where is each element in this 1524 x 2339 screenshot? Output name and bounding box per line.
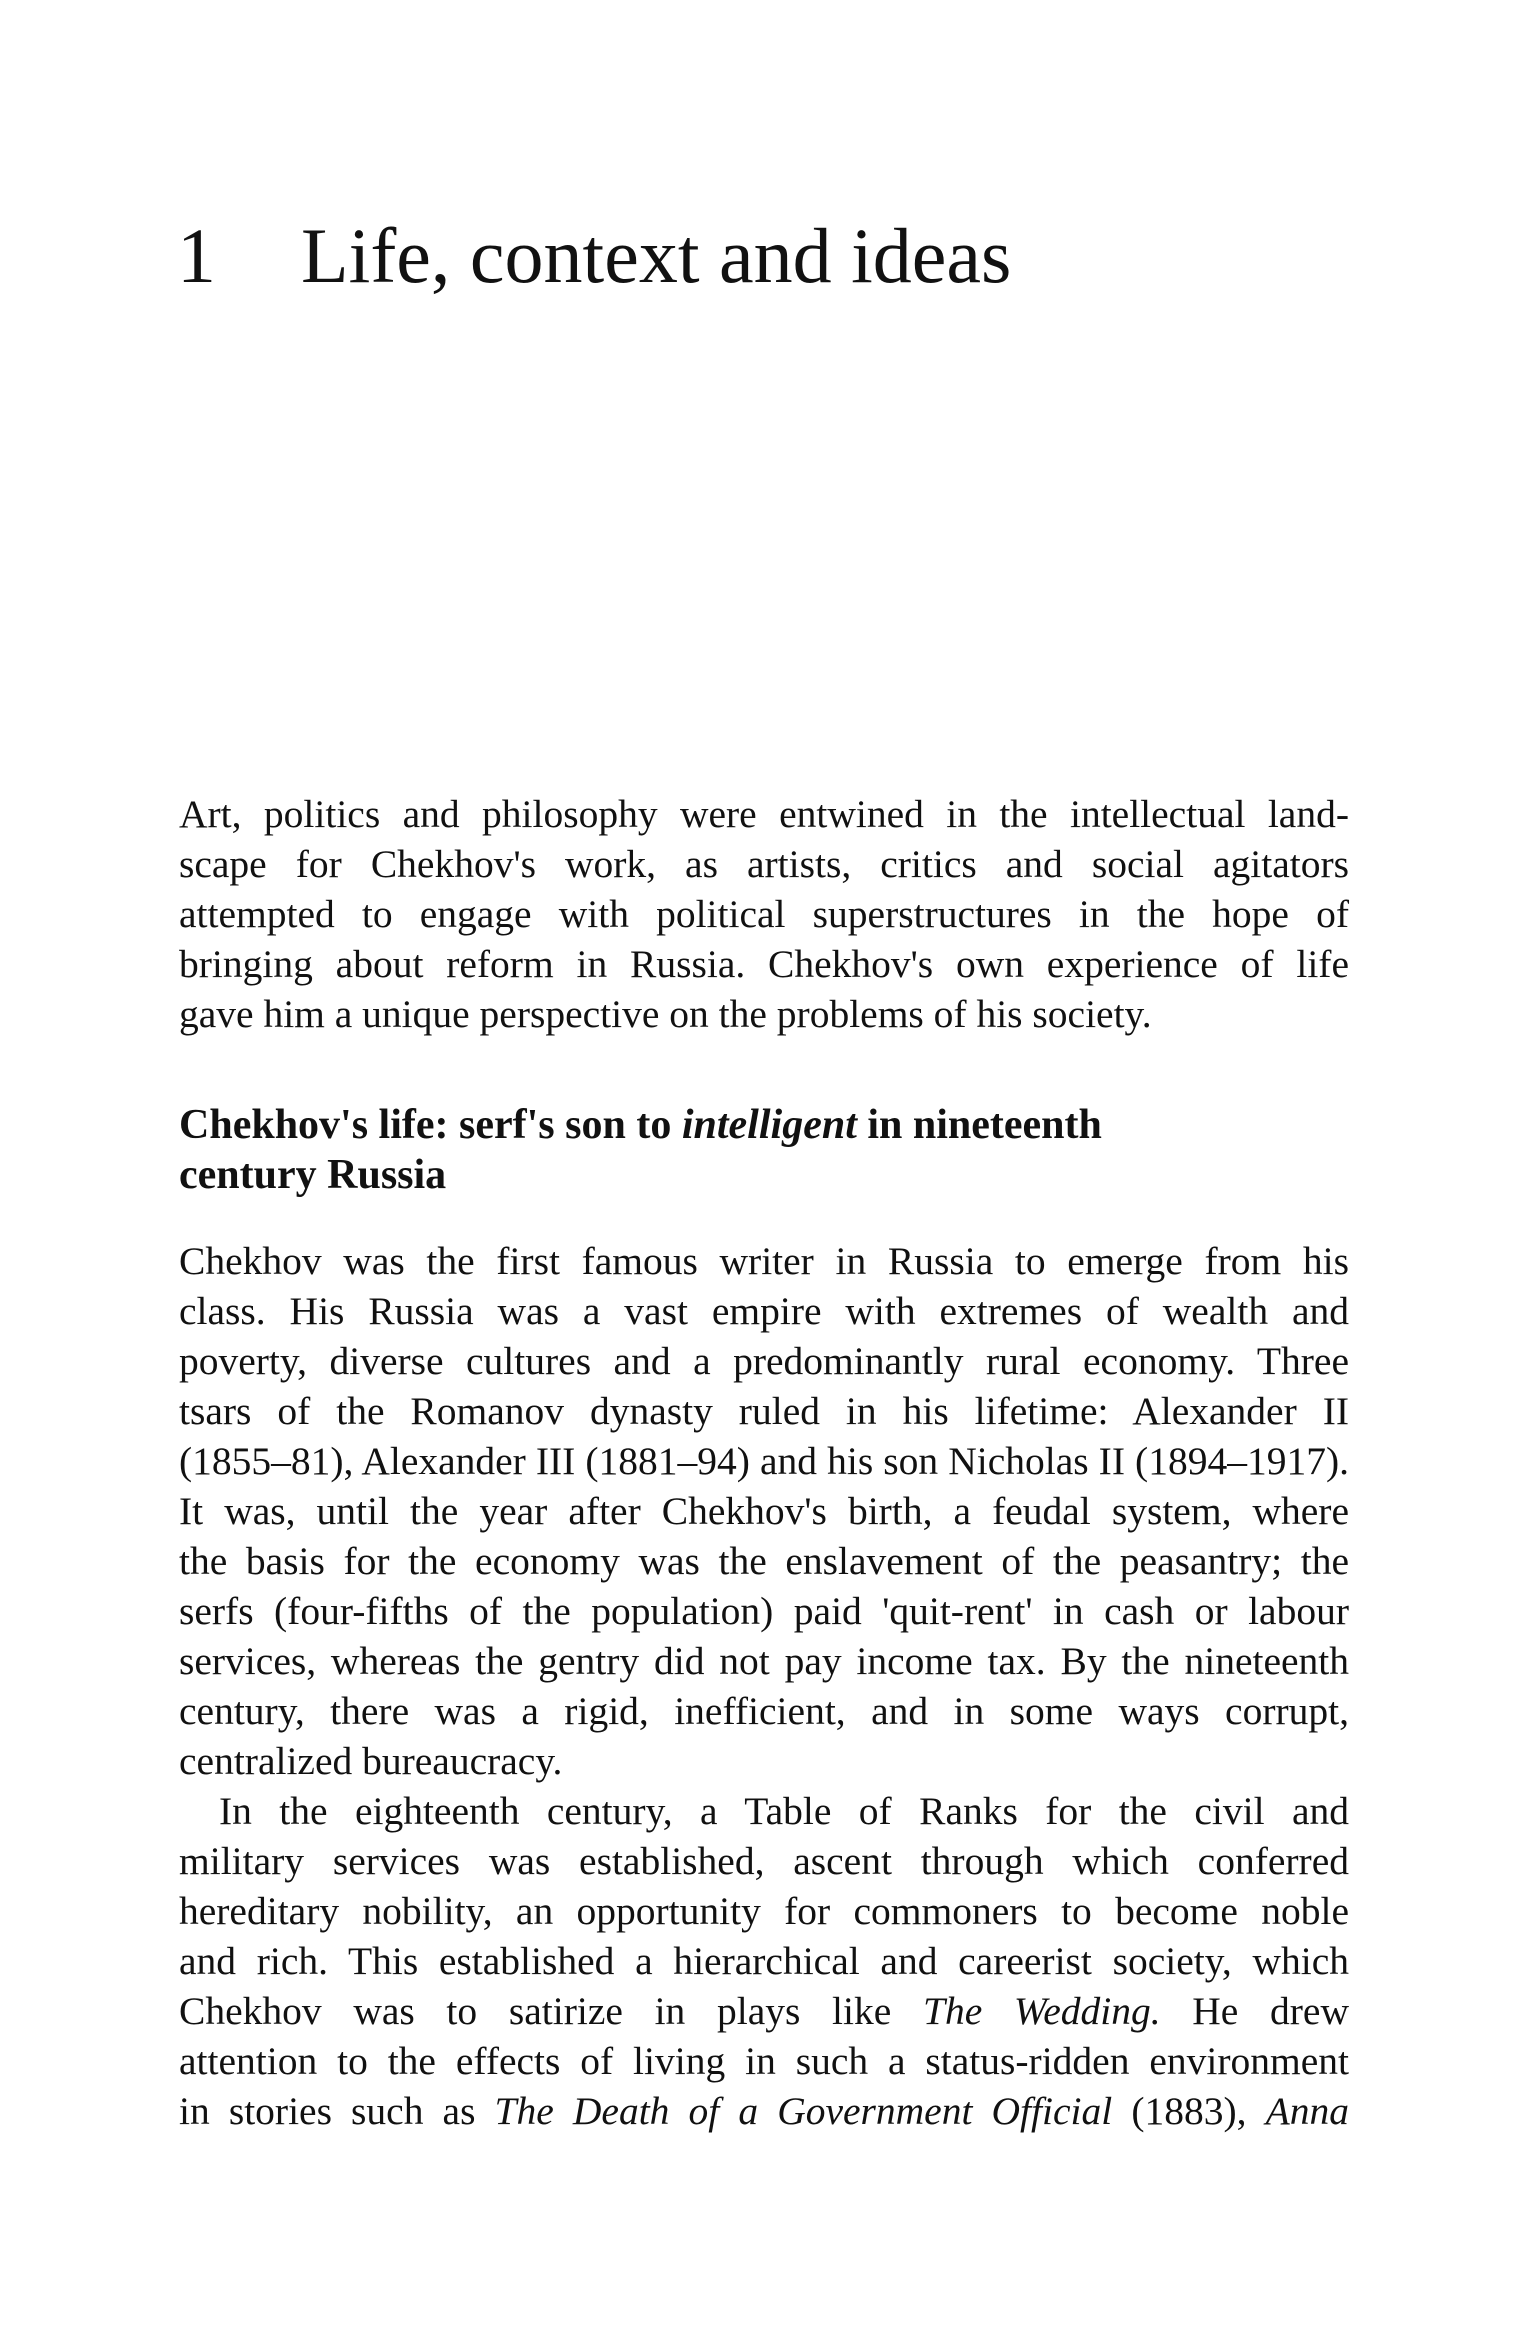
intro-text [179, 789, 1349, 1039]
section-heading [179, 1100, 1349, 1200]
text-line: Chekhov was the first famous writer in Russia to emerge from his [179, 1239, 1349, 1283]
text-line: tsars of the Romanov dynasty ruled in his lifetime: Alexander II [179, 1389, 1349, 1433]
text-line: class. His Russia was a vast empire with extremes of wealth and [179, 1289, 1349, 1333]
text-line: attempted to engage with political superstructures in the hope of [179, 892, 1349, 936]
text-line: scape for Chekhov's work, as artists, critics and social agitators [179, 842, 1349, 886]
text-segment: (1883), [1112, 2089, 1266, 2133]
text-line: attention to the effects of living in such a status-ridden environment [179, 2039, 1349, 2083]
text-line: (1855–81), Alexander III (1881–94) and his son Nicholas II (1894–1917). [179, 1439, 1349, 1483]
text-line [179, 1986, 1349, 2036]
heading-text: Chekhov's life: serf's son to [179, 1102, 682, 1148]
heading-italic-term: intelligent [681, 1102, 857, 1148]
text-line: gave him a unique perspective on the problems of his society. [179, 992, 1152, 1036]
intro-paragraph [179, 789, 1349, 1039]
section-heading-line [179, 1100, 1349, 1150]
body-paragraph [179, 1236, 1349, 1786]
text-segment: in stories such as [179, 2089, 495, 2133]
heading-text: in nineteenth [856, 1102, 1102, 1148]
text-line: serfs (four-fifths of the population) paid 'quit-rent' in cash or labour [179, 1589, 1349, 1633]
text-line: centralized bureaucracy. [179, 1739, 563, 1783]
story-title: The Death of a Government Official [494, 2089, 1113, 2133]
text-line [179, 2086, 1349, 2136]
text-line: It was, until the year after Chekhov's birth, a feudal system, where [179, 1489, 1349, 1533]
body-paragraph [179, 1786, 1349, 2136]
section-body [179, 1100, 1349, 2136]
text-line: services, whereas the gentry did not pay income tax. By the nineteenth [179, 1639, 1349, 1683]
section-heading-line: century Russia [179, 1152, 447, 1198]
story-title: Anna [1265, 2089, 1349, 2133]
text-line: century, there was a rigid, inefficient, and in some ways corrupt, [179, 1689, 1349, 1733]
chapter-number: 1 [177, 212, 216, 299]
chapter-heading [177, 206, 1011, 306]
text-segment: He drew [1160, 1989, 1349, 2033]
text-line: In the eighteenth century, a Table of Ranks for the civil and [219, 1789, 1349, 1833]
text-line: Art, politics and philosophy were entwined in the intellectual land- [179, 792, 1349, 836]
text-line: hereditary nobility, an opportunity for commoners to become noble [179, 1889, 1349, 1933]
text-line: and rich. This established a hierarchical and careerist society, which [179, 1939, 1349, 1983]
play-title: The Wedding. [922, 1989, 1161, 2033]
text-line: military services was established, ascent through which conferred [179, 1839, 1349, 1883]
text-line: the basis for the economy was the enslavement of the peasantry; the [179, 1539, 1349, 1583]
text-line: poverty, diverse cultures and a predominantly rural economy. Three [179, 1339, 1349, 1383]
text-line: bringing about reform in Russia. Chekhov's own experience of life [179, 942, 1349, 986]
chapter-title: Life, context and ideas [301, 212, 1012, 299]
text-segment: Chekhov was to satirize in plays like [179, 1989, 923, 2033]
